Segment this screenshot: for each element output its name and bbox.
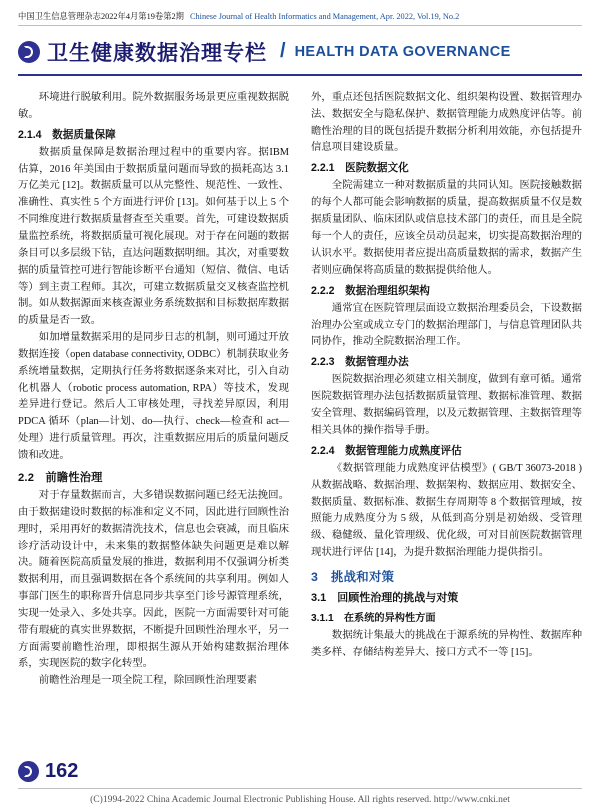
- running-head: [18, 0, 582, 22]
- banner-slash: /: [280, 40, 286, 63]
- paragraph-2-2-3: 医院数据治理必须建立相关制度，做到有章可循。通常医院数据管理办法包括数据质量管理、数据标准管理、数据安全管理、数据编码管理，以及元数据管理、主数据管理等相关具体的操作指导手册。: [311, 374, 582, 436]
- paragraph-continued: 外，重点还包括医院数据文化、组织架构设置、数据管理办法、数据安全与隐私保护、数据管理能力成熟度评估等。前瞻性治理的目的既包括提升数据分析利用效能，亦包括提升信息项目建设质量。: [311, 91, 582, 154]
- body-columns: [18, 90, 582, 762]
- paragraph-2-1-4-a: 数据质量保障是数据治理过程中的重要内容。据IBM 估算，2016 年美国由于数据质量问题而导致的损耗高达 3.1 万亿美元 [12]。数据质量可以从完整性、规范性、一致性、准确性、真实性 5 个方面进行评价 [13]。如何基于以上 5 个不同维度进行数据质量督查至关重要。首先，可建设数据质量监控系统，将数据质量可视化展现。对于存在问题的数据条目可以多层级下钻，直达问题数据明细。其次，对重要数据的质量管控可进行智能诊断平台通知（短信、微信、电话等）到主责工程师。其次，可建立数据质量交叉核查监控机制。如从数据源面来核查源业务系统数据和目标数据库数据的质量是否一致。: [18, 146, 289, 327]
- copyright-notice: (C)1994-2022 China Academic Journal Electronic Publishing House. All rights reserved. http://www.cnki.net: [18, 788, 582, 812]
- paragraph-2-2-b: 前瞻性治理是一项全院工程，除回顾性治理要素: [38, 675, 257, 687]
- left-column: [18, 90, 289, 762]
- header-divider: [18, 25, 582, 26]
- heading-3: 3 挑战和对策: [311, 569, 395, 584]
- folio: [18, 754, 582, 788]
- banner-title-cn: 卫生健康数据治理专栏: [47, 41, 267, 65]
- banner-divider: [18, 74, 582, 76]
- paragraph-2-2-1: 全院需建立一种对数据质量的共同认知。医院接触数据的每个人都可能会影响数据的质量，提高数据质量不仅是数据质量团队、临床团队或信息技术部门的责任，而且是全院每一个人的责任，应该全员动员起来，切实提高数据治理的认识水平。数据使用者应提出高质量数据的需求，数据产生者则应确保将高质量的数据提供给他人。: [311, 180, 582, 276]
- heading-2-1-4: 2.1.4 数据质量保障: [18, 128, 116, 141]
- paragraph-2-2-4: 《数据管理能力成熟度评估模型》( GB/T 36073-2018 ) 从数据战略、数据治理、数据架构、数据应用、数据安全、数据质量、数据标准、数据生存周期等 8 个数据管理域，按照能力成熟度分为 5 级，从低到高分别是初始级、受管理级、稳健级、量化管理级、优化级，可对目前医院数据管理现状进行评估 [14]，为提升数据治理能力提供指引。: [311, 462, 582, 559]
- heading-3-1: 3.1 回顾性治理的挑战与对策: [311, 592, 459, 605]
- right-column: [311, 90, 582, 762]
- paragraph-2-2-2: 通常宜在医院管理层面设立数据治理委员会，下设数据治理办公室或成立专门的数据治理部门，与信息管理团队共同协作，推动全院数据治理工作。: [311, 302, 582, 348]
- heading-2-2-4: 2.2.4 数据管理能力成熟度评估: [311, 444, 462, 457]
- heading-2-2: 2.2 前瞻性治理: [18, 471, 103, 484]
- page-footer: [18, 754, 582, 812]
- heading-2-2-2: 2.2.2 数据治理组织架构: [311, 284, 430, 297]
- circle-leaf-logo-icon: [18, 761, 39, 782]
- paragraph-3-1-1: 数据统计集最大的挑战在于源系统的异构性、数据库种类多样、存储结构差异大、接口方式不一等 [15]。: [311, 630, 582, 659]
- column-banner: [18, 35, 582, 81]
- page-number: 162: [45, 759, 79, 782]
- circle-leaf-logo-icon: [18, 41, 40, 63]
- heading-2-2-3: 2.2.3 数据管理办法: [311, 356, 409, 369]
- heading-2-2-1: 2.2.1 医院数据文化: [311, 162, 409, 175]
- paragraph-intro: 环境进行脱敏利用。院外数据服务场景更应重视数据脱敏。: [18, 91, 289, 120]
- heading-3-1-1: 3.1.1 在系统的异构性方面: [311, 612, 436, 624]
- paragraph-2-1-4-b: 如加增量数据采用的是同步日志的机制，则可通过开放数据连接（open database connectivity, ODBC）机制获取业务系统增量数据，定期执行任务将数据逐条来对比，引入自动化机器人（robotic process automation, RPA）等技术，发现差异进行登记。然后人工审核处理，寻找差异原因，利用 PDCA 循环（plan—计划、do—执行、check—检查和 act—处理）进行质量管理。再次，注重数据应用后的质量问题反馈和改进。: [18, 332, 289, 461]
- running-head-cn: 中国卫生信息管理杂志2022年4月第19卷第2期: [18, 12, 184, 21]
- running-head-en: Chinese Journal of Health Informatics and Management, Apr. 2022, Vol.19, No.2: [189, 12, 460, 21]
- banner-title-en: HEALTH DATA GOVERNANCE: [294, 43, 511, 60]
- paragraph-2-2-a: 对于存量数据而言，大多错误数据问题已经无法挽回。由于数据建设时数据的标准和定义不同，因此进行回顾性治理时，采用再好的数据清洗技术，信息也会衰减，而且临床诊疗活动设计中，未来集的数据整体缺失问题更是难以解决。随着医院高质量发展的推进，数据利用不仅强调分析类数据利用，而且强调数据在各个系统间的共享利用。例如人事部门医生的职称晋升信息同步共享至门诊号源管理系统，实现一处录入、多处共享。因此，医院一方面需要针对可能带有瑕疵的真实世界数据，不断提升回顾性治理水平，另一方面需要前瞻性治理，即根据生源从开始构建数据治理体系，实现医院的数字化转型。: [18, 489, 289, 670]
